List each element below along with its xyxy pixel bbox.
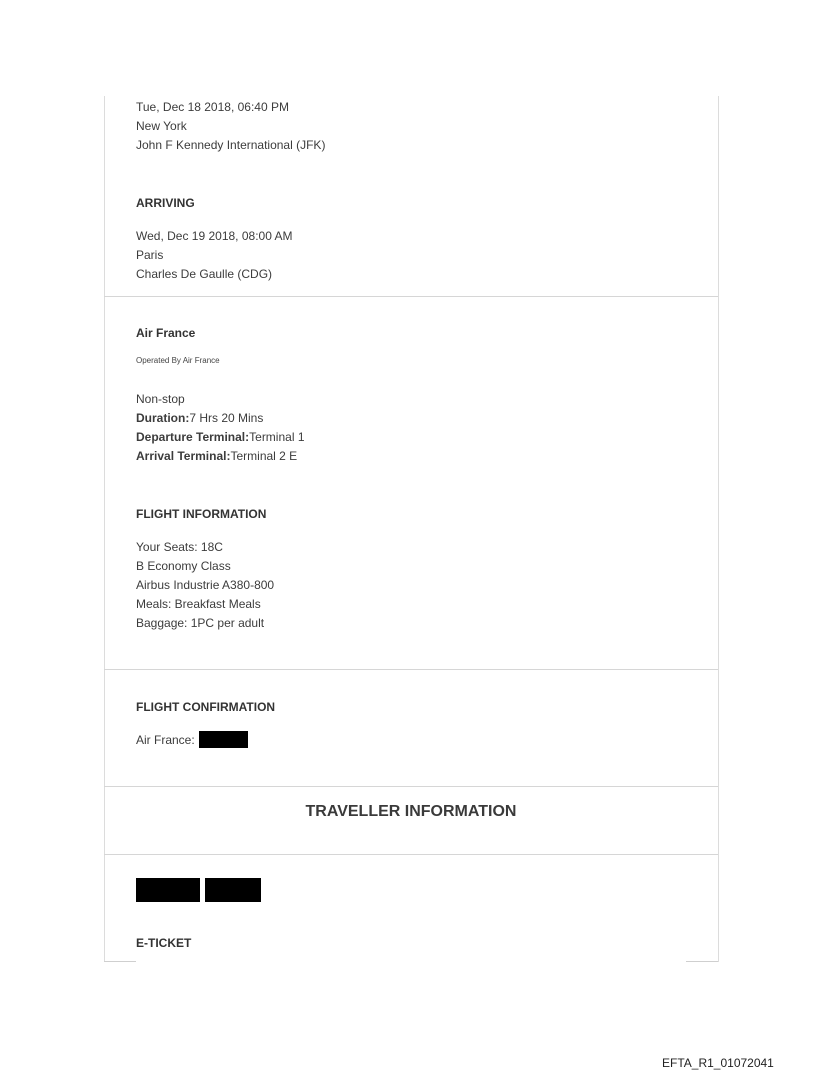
departure-city: New York: [136, 119, 187, 133]
operated-by: Operated By Air France: [136, 356, 220, 365]
section-divider: [104, 854, 718, 855]
departure-datetime: Tue, Dec 18 2018, 06:40 PM: [136, 100, 289, 114]
departure-airport: John F Kennedy International (JFK): [136, 138, 326, 152]
arrival-terminal-value: Terminal 2 E: [230, 449, 298, 463]
baggage: Baggage: 1PC per adult: [136, 616, 265, 630]
redaction-box: [205, 878, 261, 902]
confirmation-airline-label: Air France:: [136, 733, 195, 747]
departure-terminal-value: Terminal 1: [249, 430, 305, 444]
arrival-city: Paris: [136, 248, 164, 262]
document-id: EFTA_R1_01072041: [662, 1056, 774, 1070]
departure-terminal-row: [136, 430, 305, 444]
duration-row: [136, 411, 263, 425]
section-divider: [104, 669, 718, 670]
duration-label: Duration:: [136, 411, 190, 425]
traveller-information-heading: TRAVELLER INFORMATION: [305, 803, 517, 820]
card-bottom-edge-left: [104, 961, 136, 962]
card-right-border: [718, 96, 719, 962]
redaction-box: [136, 878, 200, 902]
arrival-airport: Charles De Gaulle (CDG): [136, 267, 273, 281]
card-bottom-edge-right: [686, 961, 718, 962]
arrival-datetime: Wed, Dec 19 2018, 08:00 AM: [136, 229, 293, 243]
arriving-heading: ARRIVING: [136, 196, 195, 210]
arrival-terminal-label: Arrival Terminal:: [136, 449, 231, 463]
eticket-label: E-TICKET: [136, 936, 192, 950]
duration-value: 7 Hrs 20 Mins: [189, 411, 264, 425]
stops: Non-stop: [136, 392, 185, 406]
cabin-class: B Economy Class: [136, 559, 231, 573]
section-divider: [104, 296, 718, 297]
departure-terminal-label: Departure Terminal:: [136, 430, 250, 444]
redaction-box: [199, 731, 248, 748]
aircraft: Airbus Industrie A380-800: [136, 578, 275, 592]
seats: Your Seats: 18C: [136, 540, 223, 554]
card-left-border: [104, 96, 105, 962]
meals: Meals: Breakfast Meals: [136, 597, 261, 611]
arrival-terminal-row: [136, 449, 297, 463]
flight-confirmation-heading: FLIGHT CONFIRMATION: [136, 700, 276, 714]
carrier-name: Air France: [136, 326, 196, 340]
flight-information-heading: FLIGHT INFORMATION: [136, 507, 267, 521]
section-divider: [104, 786, 718, 787]
